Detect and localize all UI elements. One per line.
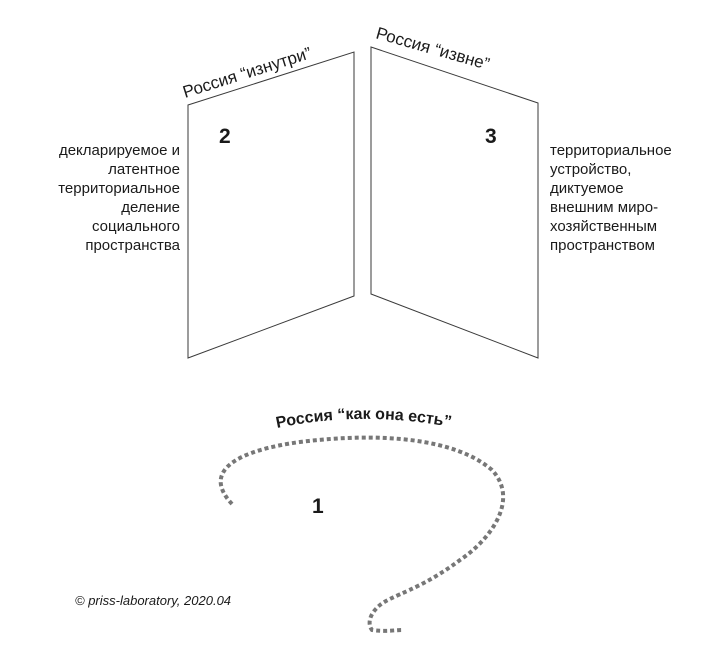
description-line: хозяйственным (550, 218, 658, 235)
inside-panel-number: 2 (219, 125, 231, 148)
description-line: латентное (108, 161, 180, 178)
description-line: диктуемое (550, 180, 624, 197)
description-line: декларируемое и (58, 142, 180, 159)
copyright-note: © priss-laboratory, 2020.04 (75, 593, 232, 608)
description-line: пространства (85, 237, 180, 254)
description-line: социального (91, 218, 180, 235)
reality-title: Россия “как она есть” (274, 405, 453, 432)
inside-description (58, 141, 180, 255)
inside-panel-title: Россия “изнутри” (180, 43, 314, 102)
description-line: деление (121, 199, 180, 216)
description-line: территориальное (550, 142, 672, 159)
outside-panel-number: 3 (485, 125, 497, 148)
reality-number: 1 (312, 495, 324, 518)
description-line: пространством (550, 237, 655, 254)
inside-panel (188, 52, 354, 358)
outside-panel (371, 47, 538, 358)
description-line: внешним миро- (550, 199, 659, 216)
description-line: территориальное (58, 180, 180, 197)
reality-contour (221, 438, 503, 631)
description-line: устройство, (550, 161, 632, 178)
outside-panel-title: Россия “извне” (373, 23, 492, 74)
outside-description (550, 141, 672, 255)
